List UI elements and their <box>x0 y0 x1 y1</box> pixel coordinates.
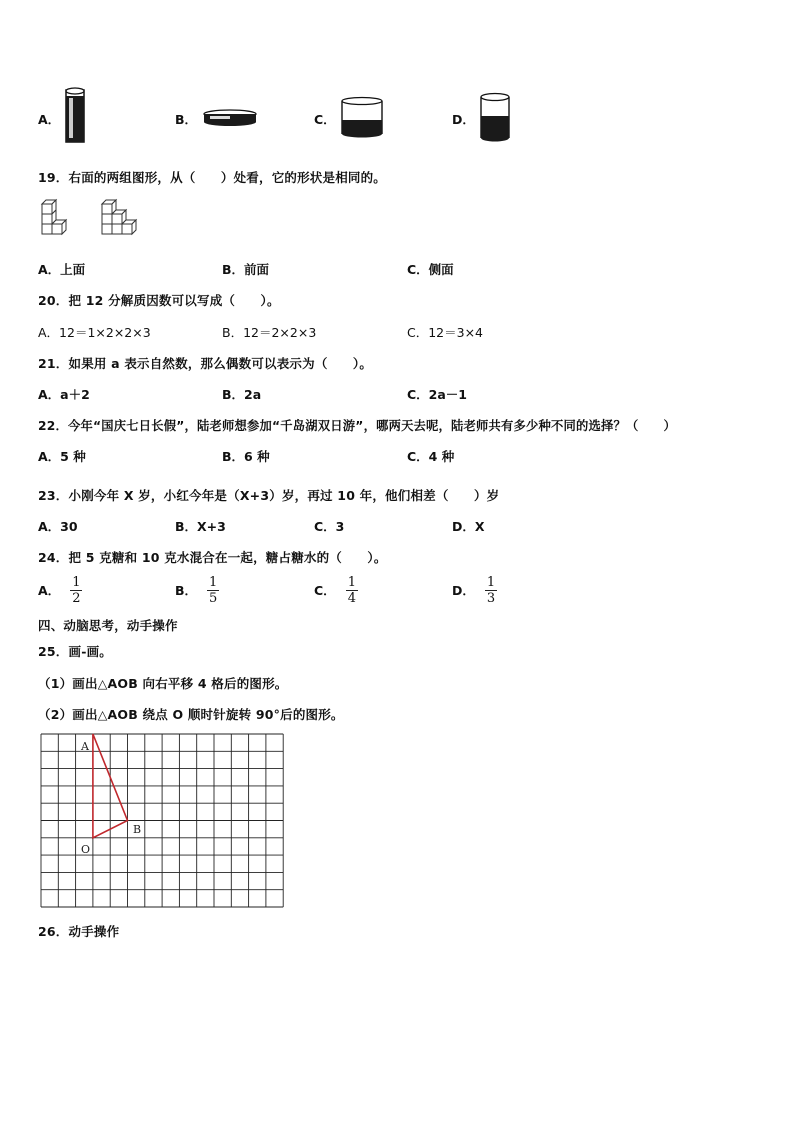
fraction-one-fifth <box>207 575 219 606</box>
q23-option-d: D．X <box>452 519 485 534</box>
fraction-denominator: 2 <box>72 591 81 606</box>
point-b-label: B <box>133 823 142 836</box>
q21-option-b: B．2a <box>222 387 262 402</box>
q19-option-c: C．侧面 <box>407 262 454 277</box>
fraction-denominator: 5 <box>209 591 218 606</box>
grid-lines <box>41 734 283 907</box>
q22-option-a: A．5 种 <box>38 449 86 464</box>
q24-option-a <box>38 575 82 606</box>
q24-option-d <box>452 575 497 606</box>
q21-option-c: C．2a－1 <box>407 387 468 402</box>
flat-disc-icon <box>202 108 258 128</box>
q25-part-2: （2）画出△AOB 绕点 O 顺时针旋转 90°后的图形。 <box>38 707 344 722</box>
fraction-one-half <box>70 575 82 606</box>
fraction-numerator: 1 <box>486 575 496 590</box>
q19-option-b: B．前面 <box>222 262 270 277</box>
q18-option-a-label: A． <box>38 112 61 127</box>
q24-option-b-label: B． <box>175 583 198 598</box>
q18-option-d-label: D． <box>452 112 475 127</box>
tall-cylinder-icon <box>64 86 86 144</box>
q24-option-d-label: D． <box>452 583 475 598</box>
medium-cylinder-icon <box>479 92 511 144</box>
q21-question: 21．如果用 a 表示自然数，那么偶数可以表示为（ ）。 <box>38 356 373 371</box>
cube-stack-figure-left-icon <box>40 198 72 242</box>
fraction-one-third <box>485 575 497 606</box>
q23-option-c: C．3 <box>314 519 345 534</box>
fraction-one-quarter <box>346 575 358 606</box>
q20-option-b: B．12＝2×2×3 <box>222 325 317 340</box>
q24-question: 24．把 5 克糖和 10 克水混合在一起，糖占糖水的（ ）。 <box>38 550 387 565</box>
q26-question: 26．动手操作 <box>38 924 120 939</box>
q23-question: 23．小刚今年 X 岁，小红今年是（X+3）岁，再过 10 年，他们相差（ ）岁 <box>38 488 500 503</box>
q24-option-c <box>314 575 358 606</box>
section-4-title: 四、动脑思考，动手操作 <box>38 618 178 633</box>
q20-question: 20．把 12 分解质因数可以写成（ ）。 <box>38 293 280 308</box>
q22-question: 22．今年“国庆七日长假”，陆老师想参加“千岛湖双日游”，哪两天去呢，陆老师共有多少种不同的选择？（ ） <box>38 419 676 433</box>
q22-option-c: C．4 种 <box>407 449 455 464</box>
q24-option-b <box>175 575 219 606</box>
q24-option-a-label: A． <box>38 583 61 598</box>
q21-option-a: A．a＋2 <box>38 387 90 402</box>
q18-option-c-label: C． <box>314 112 336 127</box>
point-a-label: A <box>81 740 89 753</box>
square-grid-figure <box>40 733 288 911</box>
q25-part-1: （1）画出△AOB 向右平移 4 格后的图形。 <box>38 676 288 691</box>
q20-option-a: A．12＝1×2×2×3 <box>38 325 151 340</box>
fraction-numerator: 1 <box>347 575 356 590</box>
fraction-denominator: 3 <box>486 591 496 606</box>
q18-option-b-label: B． <box>175 112 198 127</box>
q25-question: 25．画-画。 <box>38 644 112 659</box>
wide-cylinder-icon <box>340 96 384 140</box>
q20-option-c: C．12＝3×4 <box>407 325 484 340</box>
q19-option-a: A．上面 <box>38 262 86 277</box>
q23-option-b: B．X+3 <box>175 519 226 534</box>
cube-stack-figure-right-icon <box>100 198 142 242</box>
q23-option-a: A．30 <box>38 519 78 534</box>
fraction-numerator: 1 <box>209 575 218 590</box>
point-o-label: O <box>81 843 91 856</box>
q22-option-b: B．6 种 <box>222 449 270 464</box>
fraction-denominator: 4 <box>347 591 356 606</box>
q24-option-c-label: C． <box>314 583 336 598</box>
q19-question: 19．右面的两组图形，从（ ）处看，它的形状是相同的。 <box>38 170 386 185</box>
fraction-numerator: 1 <box>72 575 81 590</box>
